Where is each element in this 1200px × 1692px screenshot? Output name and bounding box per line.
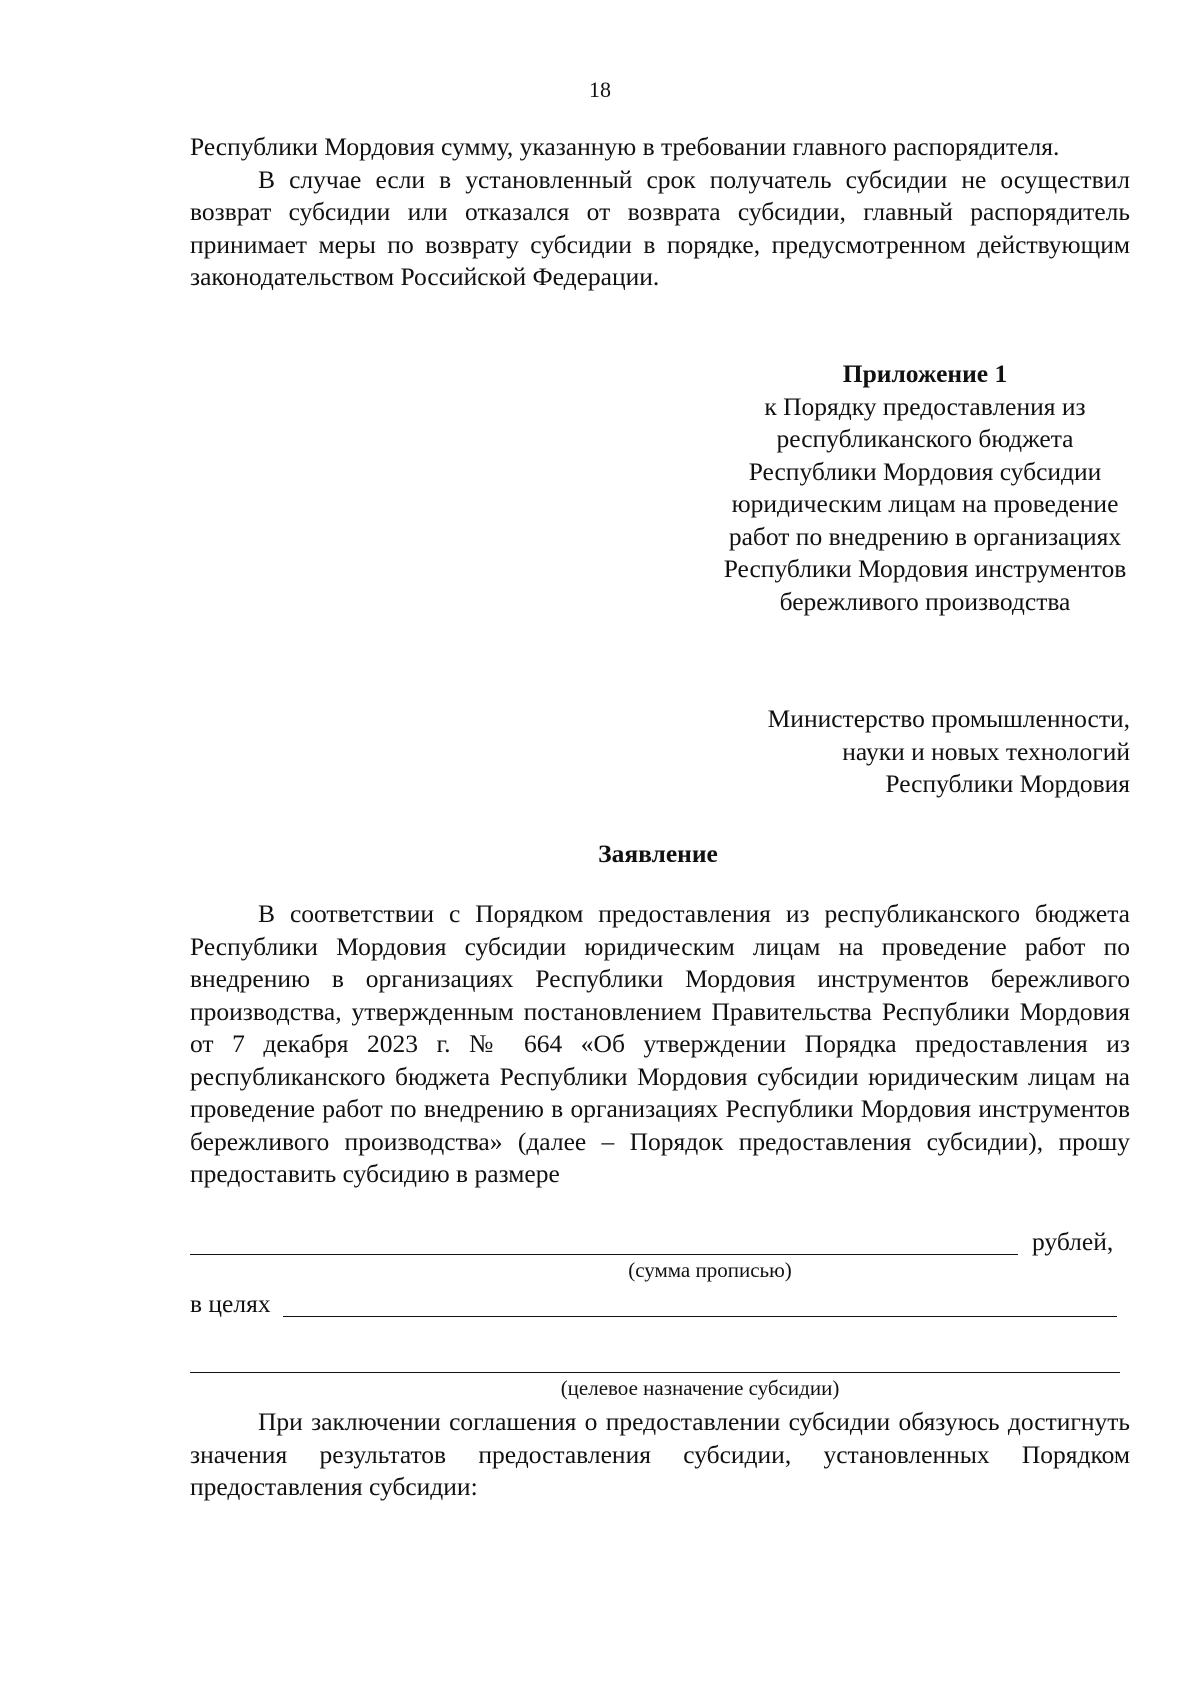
appendix-block [690,358,1160,618]
appendix-title: Приложение 1 [842,359,1008,388]
addressee-block [630,703,1130,801]
amount-suffix: рублей, [1032,1227,1114,1256]
appendix-line: Республики Мордовия инструментов [723,554,1127,583]
statement-body [190,898,1130,1191]
addressee-line: Министерство промышленности, [767,704,1130,733]
top-text [190,131,1130,294]
paragraph-refund: В случае если в установленный срок получатель субсидии не осуществил возврат субсидии или отказался от возврата субсидии, главный распорядитель принимает меры по возврату субсидии в порядке, предусмотренном действующим законодательством Российской Федерации. [190,164,1130,291]
appendix-line: юридическим лицам на проведение [731,489,1119,518]
purpose-prefix: в целях [190,1289,271,1318]
statement-title: Заявление [598,839,718,868]
appendix-line: Республики Мордовия субсидии [748,456,1102,486]
final-paragraph: При заключении соглашения о предоставлении субсидии обязуюсь достигнуть значения результатов предоставления субсидии, установленных Порядком предоставления субсидии: [190,1407,1130,1501]
appendix-line: бережливого производства [779,586,1071,616]
paragraph-continuation: Республики Мордовия сумму, указанную в требовании главного распорядителя. [190,132,1060,161]
final-text [190,1406,1130,1504]
purpose-input-line-2[interactable] [190,1372,1120,1373]
statement-paragraph: В соответствии с Порядком предоставления из республиканского бюджета Республики Мордовия субсидии юридическим лицам на проведение работ по внедрению в организациях Республики Мордовия инструментов бережливого производства, утвержденным постановлением Правительства Республики Мордовия от 7 декабря 2023 г. № 664 «Об утверждении Порядка предоставления из республиканского бюджета Республики Мордовия субсидии юридическим лицам на проведение работ по внедрению в организациях Республики Мордовия инструментов бережливого производства» (далее – Порядок предоставления субсидии), прошу предоставить субсидию в размере [190,899,1130,1188]
appendix-line: к Порядку предоставления из [764,391,1086,421]
appendix-line: работ по внедрению в организациях [728,521,1122,551]
addressee-line: науки и новых технологий [842,736,1130,766]
addressee-line: Республики Мордовия [885,769,1130,798]
purpose-caption: (целевое назначение субсидии) [560,1376,840,1400]
purpose-input-line[interactable] [283,1316,1117,1317]
appendix-line: республиканского бюджета [776,424,1074,453]
page-number: 18 [589,77,611,102]
amount-caption: (сумма прописью) [628,1258,792,1282]
amount-input-line[interactable] [190,1254,1018,1255]
